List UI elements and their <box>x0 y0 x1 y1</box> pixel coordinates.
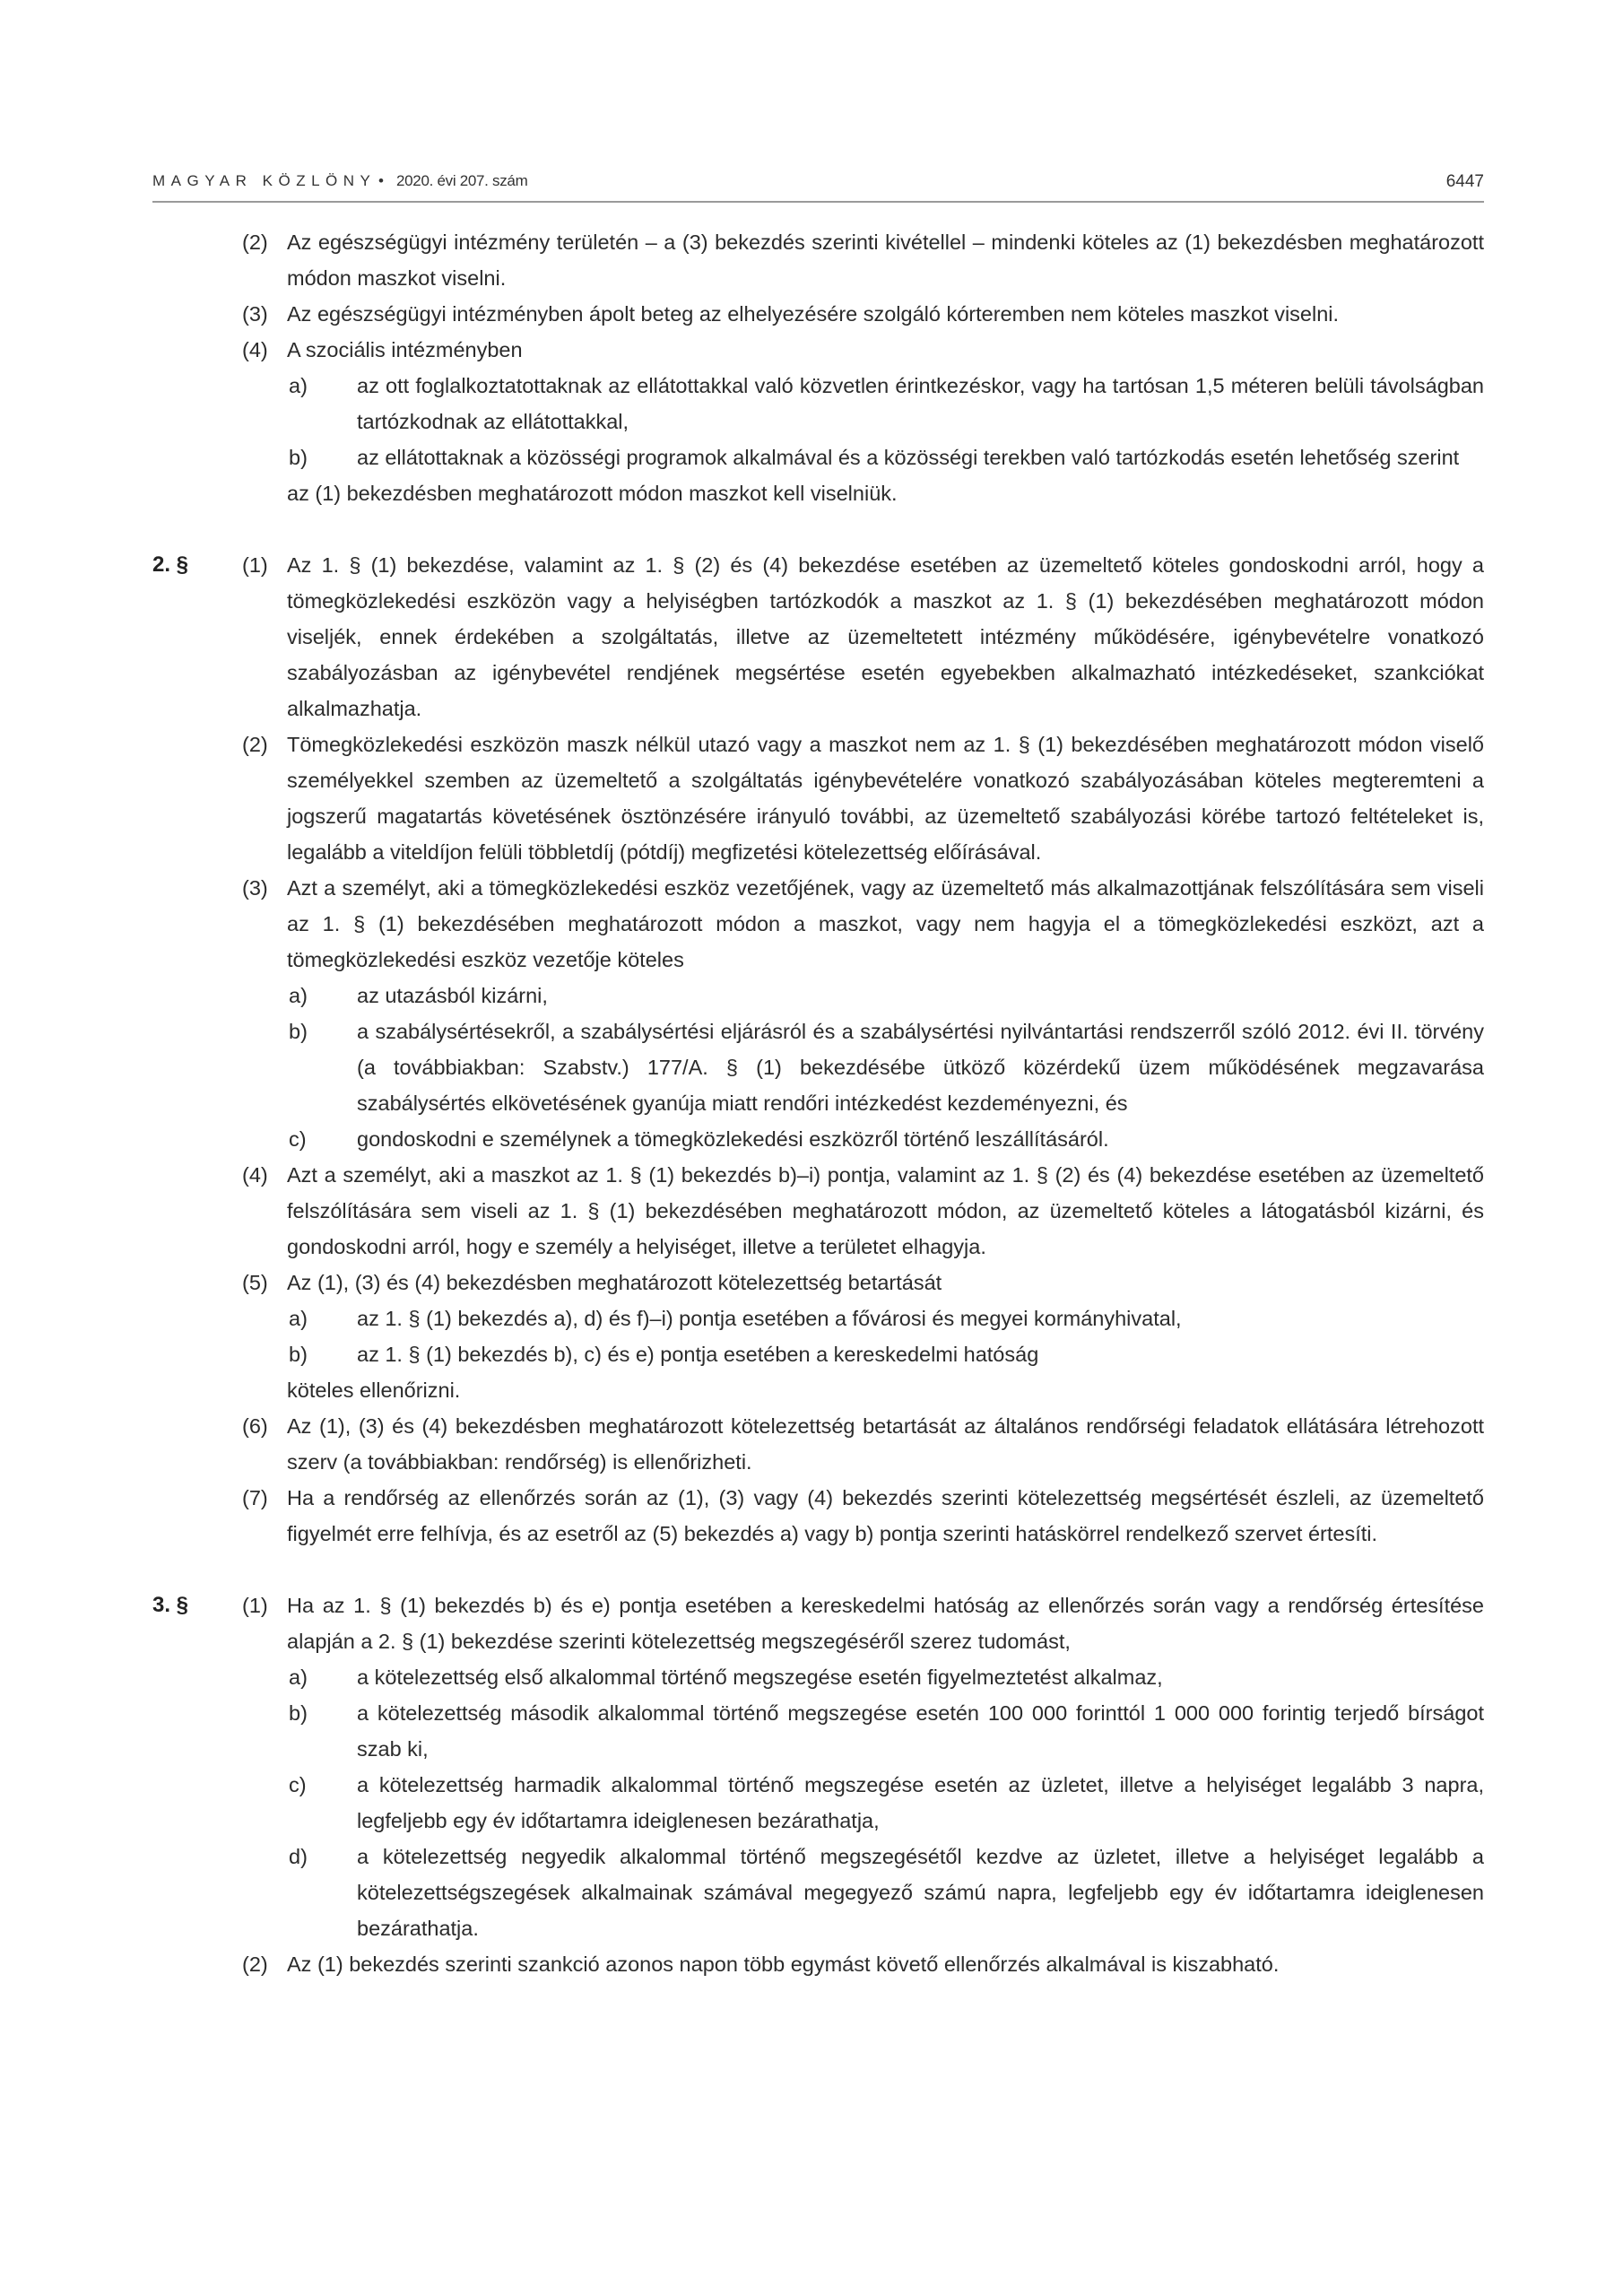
point-item <box>152 1659 1484 1695</box>
point-item <box>152 1013 1484 1121</box>
point-item <box>152 1767 1484 1839</box>
paragraph-number: (1) <box>242 1594 268 1617</box>
paragraph-text: Ha a rendőrség az ellenőrzés során az (1), (3) vagy (4) bekezdés szerinti kötelezettség megsértését észleli, az üzemeltető figyelmét erre felhívja, és az esetről az (5) bekezdés a) vagy b) pontja szerinti hatáskörrel rendelkező szervet értesíti. <box>287 1486 1484 1545</box>
paragraph-number: (4) <box>242 1163 268 1187</box>
point-item <box>152 1839 1484 1946</box>
paragraph <box>152 726 1484 870</box>
paragraph-closing-text: köteles ellenőrizni. <box>287 1378 461 1402</box>
paragraph-text: Az (1) bekezdés szerinti szankció azonos napon több egymást követő ellenőrzés alkalmával is kiszabható. <box>287 1952 1280 1976</box>
paragraph <box>152 1157 1484 1265</box>
paragraph-number: (3) <box>242 876 268 900</box>
paragraph-text: Ha az 1. § (1) bekezdés b) és e) pontja esetében a kereskedelmi hatóság az ellenőrzés során vagy a rendőrség értesítése alapján a 2. § (1) bekezdése szerinti kötelezettség megszegéséről szerez tudomást, <box>287 1594 1484 1653</box>
paragraph-number: (6) <box>242 1414 268 1438</box>
point-text: az ott foglalkoztatottaknak az ellátottakkal való közvetlen érintkezéskor, vagy ha tartósan 1,5 méteren belüli távolságban tartózkodnak az ellátottakkal, <box>357 374 1484 433</box>
paragraph-number: (5) <box>242 1271 268 1294</box>
paragraph <box>152 1946 1484 1982</box>
paragraph-number: (1) <box>242 553 268 577</box>
point-text: a kötelezettség második alkalommal történő megszegése esetén 100 000 forinttól 1 000 000 forintig terjedő bírságot szab ki, <box>357 1701 1484 1761</box>
point-text: a kötelezettség negyedik alkalommal történő megszegésétől kezdve az üzletet, illetve a helyiséget legalább a kötelezettségszegések alkalmainak számával megegyező számú napra, legfeljebb egy év időtartamra ideiglenesen bezárathatja. <box>357 1845 1484 1940</box>
journal-title: MAGYAR KÖZLÖNY <box>152 172 377 189</box>
paragraph-text: A szociális intézményben <box>287 338 523 361</box>
point-item <box>152 1336 1484 1372</box>
paragraph-closing-text: az (1) bekezdésben meghatározott módon maszkot kell viselniük. <box>287 482 898 505</box>
paragraph-text: Az egészségügyi intézményben ápolt beteg az elhelyezésére szolgáló kórteremben nem köteles maszkot viselni. <box>287 302 1340 326</box>
point-text: az ellátottaknak a közösségi programok alkalmával és a közösségi terekben való tartózkodás esetén lehetőség szerint <box>357 446 1460 469</box>
point-text: a kötelezettség első alkalommal történő megszegése esetén figyelmeztetést alkalmaz, <box>357 1665 1163 1689</box>
paragraph-number: (2) <box>242 733 268 756</box>
point-letter: c) <box>289 1773 307 1796</box>
point-item <box>152 1695 1484 1767</box>
issue-number: 2020. évi 207. szám <box>396 172 528 189</box>
section <box>152 547 1484 1552</box>
point-text: az utazásból kizárni, <box>357 984 548 1007</box>
paragraph-text: Az (1), (3) és (4) bekezdésben meghatározott kötelezettség betartását az általános rendőrségi feladatok ellátására létrehozott szerv (a továbbiakban: rendőrség) is ellenőrizheti. <box>287 1414 1484 1474</box>
paragraph-number: (2) <box>242 1952 268 1976</box>
point-item <box>152 1300 1484 1336</box>
point-letter: a) <box>289 374 308 397</box>
point-item <box>152 439 1484 475</box>
point-text: a szabálysértésekről, a szabálysértési eljárásról és a szabálysértési nyilvántartási rendszerről szóló 2012. évi II. törvény (a továbbiakban: Szabstv.) 177/A. § (1) bekezdésébe ütköző közérdekű üzem működésének megzavarása szabálysértés elkövetésének gyanúja miatt rendőri intézkedést kezdeményezni, és <box>357 1020 1484 1115</box>
paragraph-number: (2) <box>242 230 268 254</box>
paragraph-text: Tömegközlekedési eszközön maszk nélkül utazó vagy a maszkot nem az 1. § (1) bekezdésében meghatározott módon viselő személyekkel szemben az üzemeltető a szolgáltatás igénybevételére vonatkozó szabályozásában köteles megteremteni a jogszerű magatartás követésének ösztönzésére irányuló további, az üzemeltető szabályozási körébe tartozó feltételeket is, legalább a viteldíjon felüli többletdíj (pótdíj) megfizetési kötelezettség előírásával. <box>287 733 1484 864</box>
paragraph-text: Az egészségügyi intézmény területén – a (3) bekezdés szerinti kivétellel – mindenki köteles az (1) bekezdésben meghatározott módon maszkot viselni. <box>287 230 1484 290</box>
paragraph-number: (4) <box>242 338 268 361</box>
page-header <box>152 170 1484 203</box>
point-letter: b) <box>289 1701 308 1725</box>
paragraph <box>152 1587 1484 1946</box>
point-text: az 1. § (1) bekezdés b), c) és e) pontja esetében a kereskedelmi hatóság <box>357 1343 1039 1366</box>
document-body <box>152 224 1484 2018</box>
paragraph <box>152 547 1484 726</box>
point-letter: b) <box>289 1020 308 1043</box>
paragraph-text: Azt a személyt, aki a maszkot az 1. § (1) bekezdés b)–i) pontja, valamint az 1. § (2) és (4) bekezdése esetében az üzemeltető felszólítására sem viseli az 1. § (1) bekezdésében meghatározott módon, az üzemeltető köteles a látogatásból kizárni, és gondoskodni arról, hogy e személy a helyiséget, illetve a területet elhagyja. <box>287 1163 1484 1258</box>
point-letter: d) <box>289 1845 308 1868</box>
paragraph <box>152 1480 1484 1552</box>
paragraph <box>152 296 1484 332</box>
page-number: 6447 <box>1445 172 1484 191</box>
point-text: gondoskodni e személynek a tömegközlekedési eszközről történő leszállításáról. <box>357 1127 1109 1151</box>
paragraph <box>152 332 1484 511</box>
header-separator: • <box>378 172 384 189</box>
paragraph <box>152 1408 1484 1480</box>
point-item <box>152 978 1484 1013</box>
section-number: 3. § <box>152 1593 189 1617</box>
paragraph-text: Az (1), (3) és (4) bekezdésben meghatározott kötelezettség betartását <box>287 1271 942 1294</box>
point-text: az 1. § (1) bekezdés a), d) és f)–i) pontja esetében a fővárosi és megyei kormányhivatal, <box>357 1307 1182 1330</box>
point-item <box>152 368 1484 439</box>
point-letter: a) <box>289 1307 308 1330</box>
section <box>152 1587 1484 1982</box>
paragraph <box>152 870 1484 1157</box>
section-number: 2. § <box>152 552 189 577</box>
point-text: a kötelezettség harmadik alkalommal történő megszegése esetén az üzletet, illetve a helyiséget legalább 3 napra, legfeljebb egy év időtartamra ideiglenesen bezárathatja, <box>357 1773 1484 1832</box>
point-item <box>152 1121 1484 1157</box>
paragraph-text: Azt a személyt, aki a tömegközlekedési eszköz vezetőjének, vagy az üzemeltető más alkalmazottjának felszólítására sem viseli az 1. § (1) bekezdésében meghatározott módon a maszkot, vagy nem hagyja el a tömegközlekedési eszközt, azt a tömegközlekedési eszköz vezetője köteles <box>287 876 1484 971</box>
point-letter: a) <box>289 1665 308 1689</box>
section <box>152 224 1484 511</box>
point-letter: b) <box>289 1343 308 1366</box>
paragraph <box>152 1265 1484 1408</box>
paragraph-number: (3) <box>242 302 268 326</box>
paragraph-number: (7) <box>242 1486 268 1509</box>
point-letter: b) <box>289 446 308 469</box>
point-letter: a) <box>289 984 308 1007</box>
point-letter: c) <box>289 1127 307 1151</box>
paragraph-text: Az 1. § (1) bekezdése, valamint az 1. § (2) és (4) bekezdése esetében az üzemeltető köteles gondoskodni arról, hogy a tömegközlekedési eszközön vagy a helyiségben tartózkodók a maszkot az 1. § (1) bekezdésében meghatározott módon viseljék, ennek érdekében a szolgáltatás, illetve az üzemeltetett intézmény működésére, igénybevételre vonatkozó szabályozásban az igénybevétel rendjének megsértése esetén egyebekben alkalmazható intézkedéseket, szankciókat alkalmazhatja. <box>287 553 1484 720</box>
paragraph <box>152 224 1484 296</box>
